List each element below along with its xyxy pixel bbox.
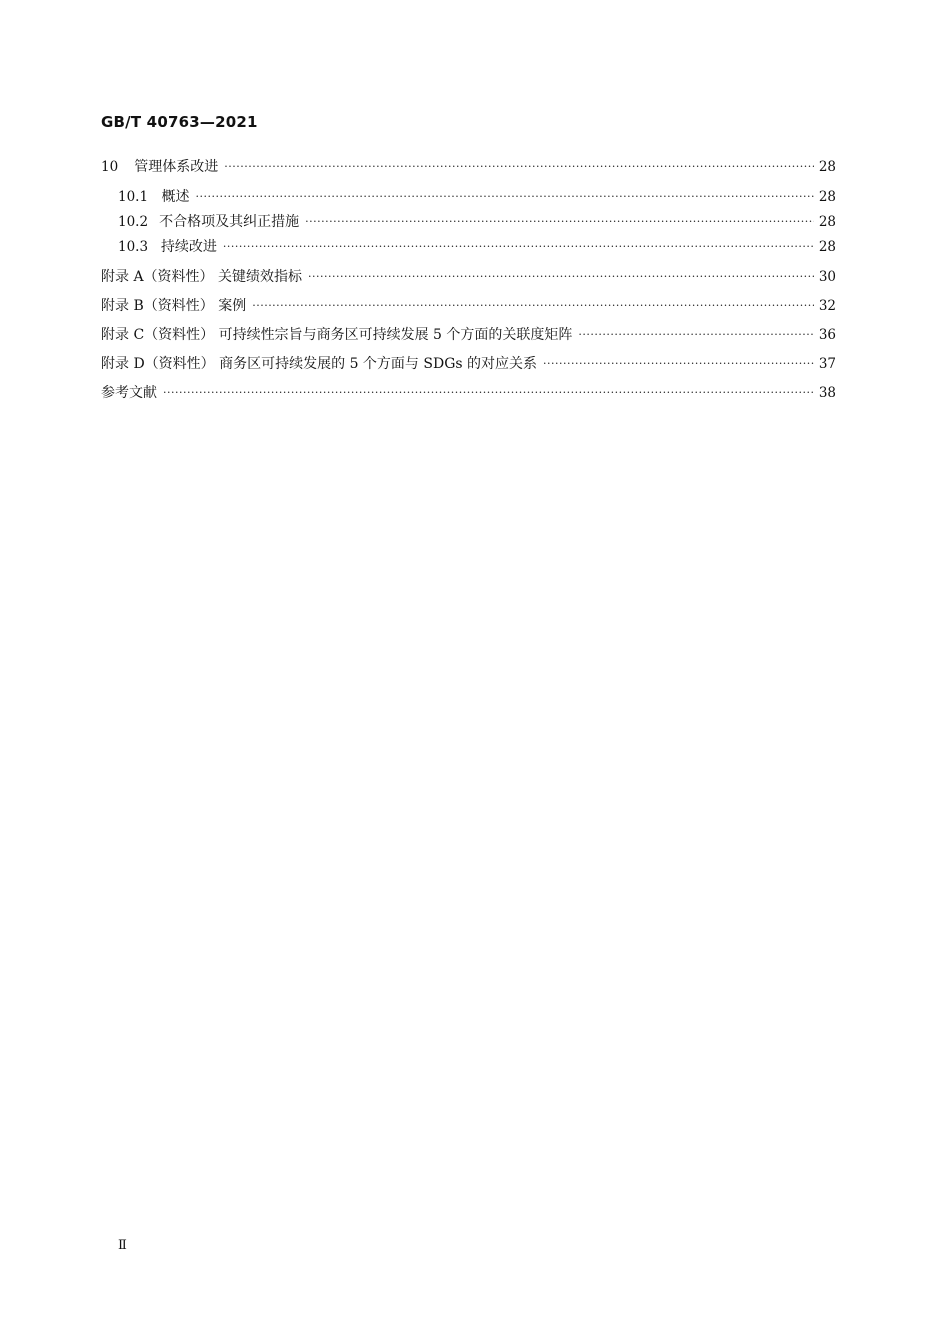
toc-leader-dots: [196, 188, 814, 206]
toc-leader-dots: [252, 297, 814, 315]
toc-entry-page: 28: [818, 239, 836, 255]
toc-entry-10-2[interactable]: [118, 209, 836, 231]
toc-entry-page: 38: [818, 385, 836, 401]
toc-entry-10[interactable]: [101, 154, 836, 176]
toc-entry-number: 10.1: [118, 189, 149, 205]
toc-entry-label: 不合格项及其纠正措施: [159, 214, 300, 230]
toc-leader-dots: [305, 213, 814, 231]
toc-leader-dots: [543, 355, 814, 373]
toc-entry-10-3[interactable]: [118, 234, 836, 256]
toc-entry-page: 32: [818, 298, 836, 314]
toc-entry-page: 28: [818, 189, 836, 205]
toc-leader-dots: [224, 158, 814, 176]
toc-entry-page: 30: [818, 269, 836, 285]
toc-entry-appendix-d[interactable]: [101, 351, 836, 373]
toc-leader-dots: [223, 238, 814, 256]
toc-leader-dots: [578, 326, 814, 344]
toc-entry-label: 附录 B（资料性） 案例: [101, 298, 247, 314]
toc-entry-label: 概述: [161, 189, 190, 205]
toc-entry-page: 36: [818, 327, 836, 343]
toc-entry-number: 10.2: [118, 214, 149, 230]
page-number: Ⅱ: [118, 1238, 127, 1253]
toc-entry-references[interactable]: [101, 380, 836, 402]
toc-entry-label: 管理体系改进: [134, 159, 219, 175]
toc-entry-page: 28: [818, 159, 836, 175]
document-code: GB/T 40763—2021: [101, 113, 258, 131]
toc-entry-label: 参考文献: [101, 385, 157, 401]
toc-entry-label: 附录 D（资料性） 商务区可持续发展的 5 个方面与 SDGs 的对应关系: [101, 356, 538, 372]
toc-entry-label: 附录 C（资料性） 可持续性宗旨与商务区可持续发展 5 个方面的关联度矩阵: [101, 327, 573, 343]
toc-entry-appendix-c[interactable]: [101, 322, 836, 344]
toc-entry-number: 10.3: [118, 239, 149, 255]
toc-entry-10-1[interactable]: [118, 184, 836, 206]
toc-entry-label: 持续改进: [160, 239, 217, 255]
toc-leader-dots: [163, 384, 814, 402]
toc-entry-label: 附录 A（资料性） 关键绩效指标: [101, 269, 303, 285]
toc-entry-page: 37: [818, 356, 836, 372]
toc-entry-appendix-a[interactable]: [101, 264, 836, 286]
toc-entry-appendix-b[interactable]: [101, 293, 836, 315]
toc-leader-dots: [308, 268, 814, 286]
toc-entry-number: 10: [101, 159, 119, 175]
toc-entry-page: 28: [818, 214, 836, 230]
